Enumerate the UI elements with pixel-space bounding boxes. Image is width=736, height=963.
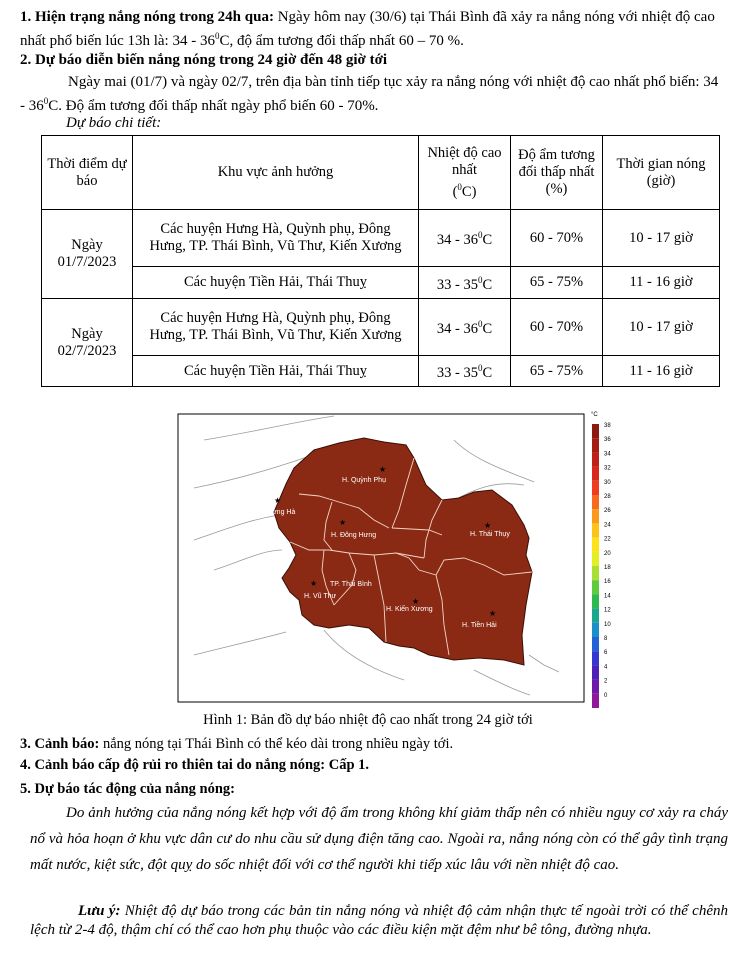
scale-swatch — [592, 594, 599, 608]
marker-icon: ★ — [339, 518, 347, 527]
scale-tick-label: 10 — [604, 621, 611, 628]
scale-tick-label: 16 — [604, 579, 611, 586]
scale-tick-label: 36 — [604, 437, 611, 444]
scale-swatch — [592, 637, 599, 651]
label-dong-hung: H. Đông Hưng — [331, 532, 377, 539]
label-kien-xuong: H. Kiến Xương — [386, 606, 433, 613]
hours-cell: 10 - 17 giờ — [603, 299, 720, 356]
scale-tick-label: 38 — [604, 423, 611, 429]
temp-cell: $33 - 35^0C$ — [419, 356, 511, 387]
header-temp: Nhiệt độ cao nhất ($^0$C) — [419, 136, 511, 210]
color-scale — [592, 423, 611, 708]
section-current-heat: 1. Hiện trạng nắng nóng trong 24h qua: Ngày hôm nay (30/6) tại Thái Bình đã xảy ra nắng nóng với nhiệt độ cao nhất phổ biến lúc 13h là: $34 - 36^0C$, độ ẩm tương đối thấp nhất 60 – 70 %. — [20, 9, 715, 49]
section-warning: 3. Cảnh báo: nắng nóng tại Thái Bình có thể kéo dài trong nhiều ngày tới. — [20, 736, 454, 752]
marker-icon: ★ — [379, 465, 387, 474]
scale-tick-label: 0 — [604, 692, 608, 699]
table-row — [42, 356, 720, 387]
section-risk-level: 4. Cảnh báo cấp độ rủi ro thiên tai do nắng nóng: Cấp 1. — [20, 757, 370, 773]
scale-swatch — [592, 509, 599, 523]
scale-swatch — [592, 566, 599, 580]
scale-tick-label: 6 — [604, 650, 608, 657]
table-row — [42, 299, 720, 356]
forecast-table — [41, 135, 720, 387]
scale-swatch — [592, 523, 599, 537]
scale-tick-label: 2 — [604, 678, 608, 685]
header-humidity: Độ ẩm tương đối thấp nhất (%) — [511, 136, 603, 210]
scale-swatch — [592, 665, 599, 679]
hours-cell: 11 - 16 giờ — [603, 356, 720, 387]
scale-swatch — [592, 609, 599, 623]
scale-swatch — [592, 680, 599, 694]
section-1-heading: 1. Hiện trạng nắng nóng trong 24h qua: — [20, 9, 274, 25]
scale-tick-label: 20 — [604, 550, 611, 557]
scale-swatch — [592, 495, 599, 509]
note-paragraph: Lưu ý: Nhiệt độ dự báo trong các bản tin nắng nóng và nhiệt độ cảm nhận thực tế ngoài trời có thể chênh lệch từ 2-4 độ, thậm chí có thể cao hơn phụ thuộc vào các điều kiện mặt đệm như bê tông, đường nhựa. — [30, 903, 728, 938]
scale-tick-label: 18 — [604, 565, 611, 571]
scale-swatch — [592, 580, 599, 594]
section-impact-text: Do ảnh hưởng của nắng nóng kết hợp với độ ẩm trong không khí giảm thấp nên có nhiều nguy cơ xảy ra cháy nổ và hỏa hoạn ở khu vực dân cư do nhu cầu sử dụng điện tăng cao. Ngoài ra, nắng nóng còn có thể gây tình trạng mất nước, kiệt sức, đột quỵ do sốc nhiệt đối với cơ thể người khi tiếp xúc lâu với nền nhiệt độ cao. — [30, 805, 728, 873]
scale-tick-label: 8 — [604, 636, 608, 642]
temp-cell: $33 - 35^0C$ — [419, 267, 511, 299]
area-cell: Các huyện Hưng Hà, Quỳnh phụ, Đông Hưng, TP. Thái Bình, Vũ Thư, Kiến Xương — [133, 299, 419, 356]
scale-tick-label: 32 — [604, 465, 611, 472]
scale-swatch — [592, 651, 599, 665]
temp-cell: $34 - 36^0C$ — [419, 299, 511, 356]
label-tp-thai-binh: TP. Thái Bình — [330, 581, 372, 588]
marker-icon: ★ — [310, 579, 318, 588]
label-vu-thu: H. Vũ Thư — [304, 593, 337, 600]
scale-swatch — [592, 467, 599, 481]
table-header-row — [42, 136, 720, 210]
scale-tick-label: 22 — [604, 536, 611, 543]
scale-swatch — [592, 481, 599, 495]
humidity-cell: 60 - 70% — [511, 299, 603, 356]
header-hours: Thời gian nóng (giờ) — [603, 136, 720, 210]
area-cell: Các huyện Hưng Hà, Quỳnh phụ, Đông Hưng, TP. Thái Bình, Vũ Thư, Kiến Xương — [133, 210, 419, 267]
scale-swatch — [592, 694, 599, 708]
header-time: Thời điểm dự báo — [42, 136, 133, 210]
section-2-heading: 2. Dự báo diễn biến nắng nóng trong 24 giờ đến 48 giờ tới — [20, 52, 388, 68]
section-forecast-text: Ngày mai (01/7) và ngày 02/7, trên địa bàn tỉnh tiếp tục xảy ra nắng nóng với nhiệt độ cao nhất phổ biến: $34 - 36^0C$. Độ ẩm tương đối thấp nhất ngày phổ biến 60 - 70%. — [20, 74, 719, 114]
map-caption: Hình 1: Bản đồ dự báo nhiệt độ cao nhất trong 24 giờ tới — [203, 712, 533, 728]
humidity-cell: 65 - 75% — [511, 267, 603, 299]
scale-swatch — [592, 552, 599, 566]
section-impact-heading: 5. Dự báo tác động của nắng nóng: — [20, 781, 235, 797]
scale-tick-label: 12 — [604, 607, 611, 614]
scale-swatch — [592, 424, 599, 438]
temperature-map — [174, 410, 620, 710]
marker-icon: ★ — [484, 521, 492, 530]
scale-swatch — [592, 438, 599, 452]
marker-icon: ★ — [274, 496, 282, 505]
scale-unit: °C — [591, 412, 598, 418]
scale-tick-label: 4 — [604, 664, 608, 671]
label-tien-hai: H. Tiền Hải — [462, 622, 497, 629]
table-row — [42, 210, 720, 267]
label-thai-thuy: H. Thái Thụy — [470, 531, 510, 538]
marker-icon: ★ — [489, 609, 497, 618]
hours-cell: 11 - 16 giờ — [603, 267, 720, 299]
scale-swatch — [592, 623, 599, 637]
scale-tick-label: 26 — [604, 508, 611, 515]
humidity-cell: 60 - 70% — [511, 210, 603, 267]
scale-tick-label: 34 — [604, 451, 611, 458]
label-hung-ha: H. Hưng Hà — [258, 509, 296, 516]
scale-tick-label: 14 — [604, 593, 611, 600]
hours-cell: 10 - 17 giờ — [603, 210, 720, 267]
label-quynh-phu: H. Quỳnh Phụ — [342, 477, 386, 484]
scale-tick-label: 28 — [604, 494, 611, 500]
scale-swatch — [592, 452, 599, 466]
table-row — [42, 267, 720, 299]
date-cell: Ngày 02/7/2023 — [42, 299, 133, 387]
date-cell: Ngày 01/7/2023 — [42, 210, 133, 299]
scale-swatch — [592, 538, 599, 552]
area-cell: Các huyện Tiền Hải, Thái Thuỵ — [133, 356, 419, 387]
temp-cell: $34 - 36^0C$ — [419, 210, 511, 267]
area-cell: Các huyện Tiền Hải, Thái Thuỵ — [133, 267, 419, 299]
header-area: Khu vực ảnh hưởng — [133, 136, 419, 210]
humidity-cell: 65 - 75% — [511, 356, 603, 387]
marker-icon: ★ — [412, 597, 420, 606]
scale-tick-label: 24 — [604, 522, 611, 529]
detail-forecast-label: Dự báo chi tiết: — [66, 115, 162, 131]
scale-tick-label: 30 — [604, 479, 611, 486]
